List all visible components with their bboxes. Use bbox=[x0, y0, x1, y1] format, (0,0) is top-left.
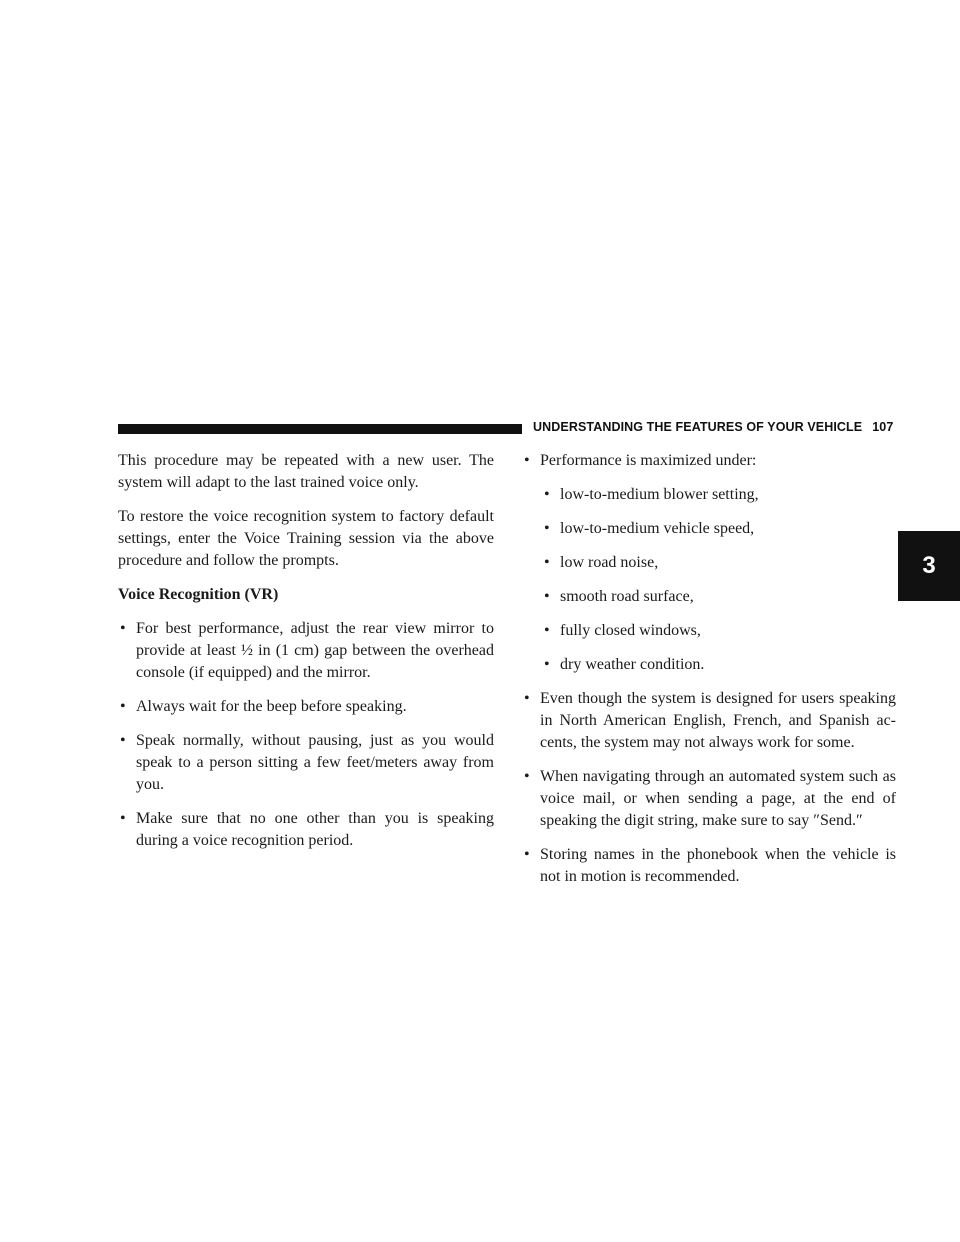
chapter-number: 3 bbox=[922, 552, 936, 579]
bullet-icon: • bbox=[524, 768, 530, 785]
list-item-text: Even though the system is designed for users speaking in North American English, French, and Spanish ac-cents, the system may not always work for some. bbox=[540, 690, 896, 751]
header-rule-bar bbox=[118, 424, 522, 434]
bullet-list bbox=[522, 688, 896, 888]
sub-list-item bbox=[522, 620, 896, 642]
list-item-text: When navigating through an automated system such as voice mail, or when sending a page, at the end of speaking the digit string, make sure to say ″Send.″ bbox=[540, 768, 896, 829]
running-header bbox=[533, 420, 893, 434]
list-item-text: low-to-medium blower setting, bbox=[560, 486, 759, 503]
page-number: 107 bbox=[872, 420, 894, 434]
list-item-text: dry weather condition. bbox=[560, 656, 705, 673]
bullet-icon: • bbox=[524, 846, 530, 863]
section-title: UNDERSTANDING THE FEATURES OF YOUR VEHICLE bbox=[533, 420, 863, 434]
bullet-icon: • bbox=[544, 588, 550, 605]
bullet-icon: • bbox=[120, 698, 126, 715]
paragraph: To restore the voice recognition system to factory default settings, enter the Voice Training session via the above procedure and follow the prompts. bbox=[118, 508, 494, 569]
bullet-icon: • bbox=[120, 620, 126, 637]
list-item bbox=[522, 766, 896, 832]
list-item bbox=[522, 844, 896, 888]
bullet-icon: • bbox=[524, 690, 530, 707]
right-column bbox=[522, 450, 896, 900]
sub-list-item bbox=[522, 586, 896, 608]
bullet-icon: • bbox=[544, 520, 550, 537]
bullet-list bbox=[118, 618, 494, 852]
sub-list-item bbox=[522, 518, 896, 540]
list-item-text: fully closed windows, bbox=[560, 622, 701, 639]
bullet-icon: • bbox=[544, 486, 550, 503]
section-heading: Voice Recognition (VR) bbox=[118, 586, 279, 603]
list-item-text: Make sure that no one other than you is speaking during a voice recognition period. bbox=[136, 810, 494, 849]
bullet-icon: • bbox=[544, 622, 550, 639]
list-item-text: Performance is maximized under: bbox=[540, 452, 757, 469]
list-item bbox=[522, 450, 896, 472]
bullet-icon: • bbox=[544, 656, 550, 673]
list-item-text: smooth road surface, bbox=[560, 588, 694, 605]
list-item bbox=[118, 696, 494, 718]
list-item bbox=[118, 730, 494, 796]
sub-list-item bbox=[522, 654, 896, 676]
bullet-icon: • bbox=[544, 554, 550, 571]
list-item-text: low-to-medium vehicle speed, bbox=[560, 520, 755, 537]
list-item-text: low road noise, bbox=[560, 554, 659, 571]
bullet-icon: • bbox=[120, 732, 126, 749]
bullet-icon: • bbox=[120, 810, 126, 827]
chapter-tab bbox=[898, 531, 960, 601]
list-item bbox=[118, 808, 494, 852]
sub-list-item bbox=[522, 484, 896, 506]
left-column bbox=[118, 450, 494, 864]
list-item bbox=[118, 618, 494, 684]
sub-bullet-list bbox=[522, 484, 896, 676]
list-item-text: Speak normally, without pausing, just as you would speak to a person sitting a few feet/meters away from you. bbox=[136, 732, 494, 793]
list-item bbox=[522, 688, 896, 754]
sub-list-item bbox=[522, 552, 896, 574]
bullet-icon: • bbox=[524, 452, 530, 469]
paragraph: This procedure may be repeated with a new user. The system will adapt to the last trained voice only. bbox=[118, 452, 494, 491]
bullet-list bbox=[522, 450, 896, 472]
list-item-text: Always wait for the beep before speaking. bbox=[136, 698, 407, 715]
list-item-text: For best performance, adjust the rear view mirror to provide at least ½ in (1 cm) gap between the overhead console (if equipped) and the mirror. bbox=[136, 620, 494, 681]
list-item-text: Storing names in the phonebook when the vehicle is not in motion is recommended. bbox=[540, 846, 896, 885]
